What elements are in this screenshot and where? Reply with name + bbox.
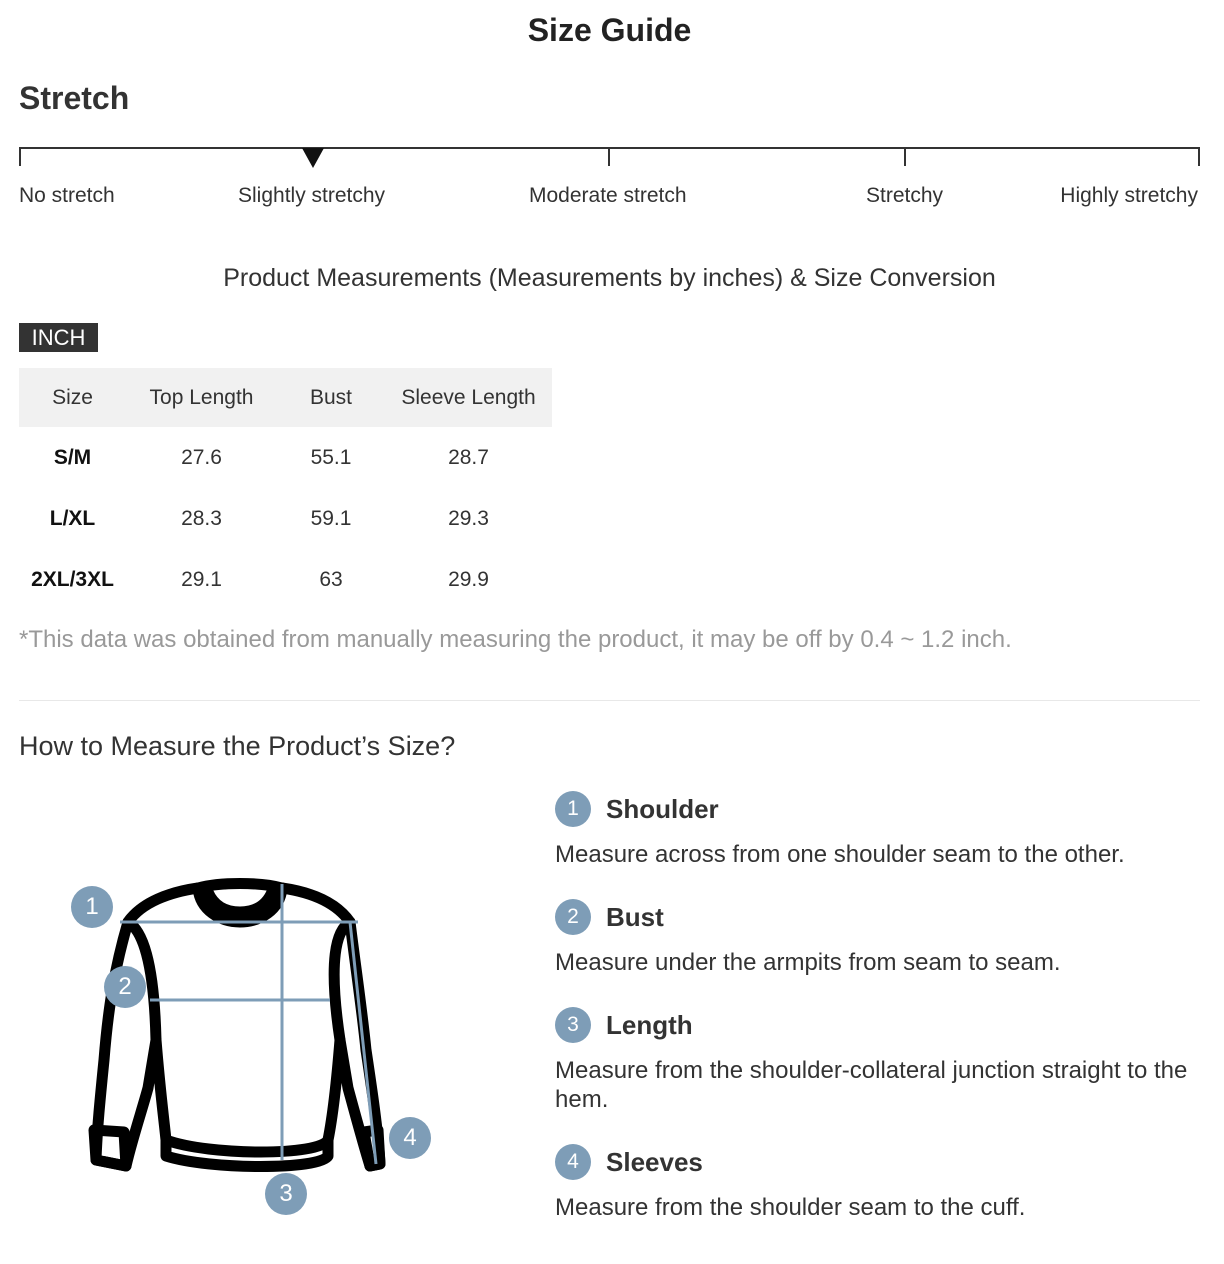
measurements-title: Product Measurements (Measurements by inches) & Size Conversion — [223, 264, 996, 292]
measurement-disclaimer: *This data was obtained from manually measuring the product, it may be off by 0.4 ~ 1.2 inch. — [19, 626, 1012, 653]
stretch-heading: Stretch — [19, 80, 130, 116]
instruction-description: Measure from the shoulder seam to the cuff. — [555, 1194, 1026, 1221]
instruction-bust — [555, 898, 1200, 977]
diagram-badge-length: 3 — [265, 1173, 307, 1215]
top-length-cell: 27.6 — [181, 445, 222, 469]
scale-tick — [1198, 147, 1200, 166]
sleeve-length-cell: 29.9 — [448, 567, 489, 591]
stretch-level-slightly-stretchy: Slightly stretchy — [238, 184, 386, 207]
scale-tick — [608, 147, 610, 166]
sweater-icon — [60, 860, 460, 1220]
diagram-badge-bust: 2 — [104, 966, 146, 1008]
scale-tick — [19, 147, 21, 166]
size-cell: 2XL/3XL — [31, 567, 114, 591]
sleeve-length-cell: 28.7 — [448, 445, 489, 469]
instruction-sleeves — [555, 1143, 1200, 1222]
sweater-diagram — [60, 860, 460, 1220]
bust-cell: 55.1 — [310, 445, 352, 469]
triangle-down-icon — [302, 148, 324, 168]
instruction-shoulder — [555, 790, 1200, 869]
bust-cell: 59.1 — [310, 506, 352, 530]
instruction-length — [555, 1006, 1200, 1114]
diagram-badge-shoulder: 1 — [71, 886, 113, 928]
how-to-measure-heading: How to Measure the Product’s Size? — [19, 731, 456, 761]
instruction-number: 2 — [555, 899, 591, 935]
instruction-number: 4 — [555, 1144, 591, 1180]
instruction-description: Measure under the armpits from seam to seam. — [555, 949, 1061, 976]
column-header-top-length: Top Length — [126, 368, 277, 427]
size-cell: S/M — [53, 445, 92, 469]
instruction-title: Bust — [606, 901, 664, 932]
table-row — [19, 488, 552, 549]
column-header-size: Size — [19, 368, 126, 427]
top-length-cell: 28.3 — [181, 506, 222, 530]
stretch-level-moderate-stretch: Moderate stretch — [529, 184, 687, 207]
instruction-title: Length — [606, 1009, 693, 1040]
instruction-title: Shoulder — [606, 793, 719, 824]
sleeve-length-cell: 29.3 — [448, 506, 489, 530]
stretch-level-highly-stretchy: Highly stretchy — [1060, 184, 1198, 207]
instruction-number: 3 — [555, 1007, 591, 1043]
diagram-badge-sleeves: 4 — [389, 1117, 431, 1159]
unit-badge: INCH — [19, 323, 98, 352]
table-header-row — [19, 368, 552, 427]
section-divider — [19, 700, 1200, 701]
scale-tick — [904, 147, 906, 166]
stretch-scale — [19, 147, 1200, 217]
column-header-bust: Bust — [277, 368, 385, 427]
size-cell: L/XL — [49, 506, 96, 530]
bust-cell: 63 — [319, 567, 343, 591]
table-row — [19, 427, 552, 488]
page-title: Size Guide — [527, 12, 692, 48]
instruction-description: Measure across from one shoulder seam to the other. — [555, 841, 1125, 868]
size-table — [19, 368, 552, 610]
stretch-level-stretchy: Stretchy — [866, 184, 944, 207]
instruction-number: 1 — [555, 791, 591, 827]
instruction-description: Measure from the shoulder-collateral junction straight to the hem. — [555, 1057, 1188, 1113]
instruction-title: Sleeves — [606, 1146, 703, 1177]
table-row — [19, 549, 552, 610]
stretch-level-no-stretch: No stretch — [19, 184, 115, 207]
top-length-cell: 29.1 — [181, 567, 222, 591]
column-header-sleeve-length: Sleeve Length — [385, 368, 552, 427]
